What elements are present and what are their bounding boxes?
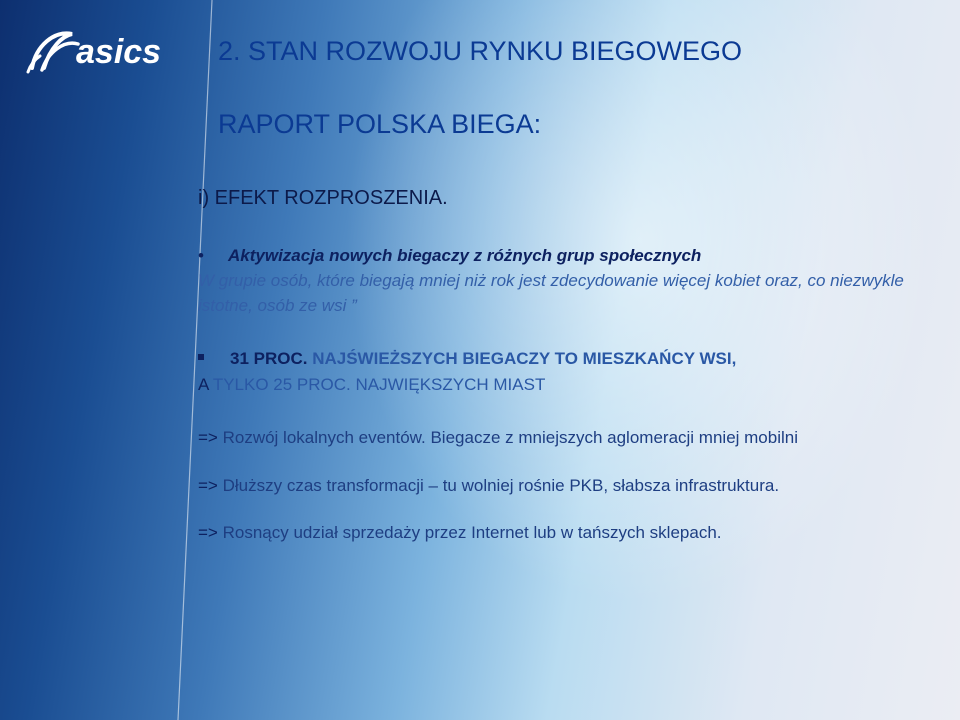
stat-number: 31 PROC. xyxy=(230,349,308,368)
bullet-heading-text: Aktywizacja nowych biegaczy z różnych grup społecznych xyxy=(228,246,702,265)
bullet-quote: W grupie osób, które biegają mniej niż rok jest zdecydowanie więcej kobiet oraz, co niezwykle istotne, osób ze wsi ” xyxy=(198,271,904,315)
conclusion-text: Rozwój lokalnych eventów. Biegacze z mniejszych aglomeracji mniej mobilni xyxy=(217,428,799,447)
asics-logo xyxy=(22,22,172,82)
slide-title: 2. STAN ROZWOJU RYNKU BIEGOWEGO xyxy=(218,36,743,66)
asics-logo-text: asics xyxy=(76,33,162,71)
bullet-heading xyxy=(198,243,918,268)
stat-text: NAJŚWIEŻSZYCH BIEGACZY TO MIESZKAŃCY WSI, xyxy=(307,349,737,368)
slide-subtitle: RAPORT POLSKA BIEGA: xyxy=(218,109,542,139)
square-bullet-icon xyxy=(198,354,204,360)
arrow-icon: => xyxy=(198,476,218,495)
arrow-icon: => xyxy=(198,523,218,542)
conclusion-item xyxy=(198,473,938,498)
conclusion-item xyxy=(198,520,938,545)
conclusion-text: Dłuższy czas transformacji – tu wolniej rośnie PKB, słabsza infrastruktura. xyxy=(217,476,780,495)
asics-logo-icon xyxy=(22,22,172,82)
arrow-icon: => xyxy=(198,428,218,447)
bullet-dot-icon: • xyxy=(198,246,204,265)
bullet-block xyxy=(198,243,918,318)
stat-line-2-text: TYLKO 25 PROC. NAJWIĘKSZYCH MIAST xyxy=(208,375,546,394)
stat-line-2-lead: A xyxy=(198,375,209,394)
conclusion-item xyxy=(198,425,938,450)
conclusions-list xyxy=(198,425,938,545)
stat-line-2 xyxy=(198,372,938,398)
stat-line-1 xyxy=(198,346,938,372)
conclusion-text: Rosnący udział sprzedaży przez Internet lub w tańszych sklepach. xyxy=(217,523,722,542)
stat-block xyxy=(198,346,938,398)
section-heading: i) EFEKT ROZPROSZENIA. xyxy=(198,187,448,209)
